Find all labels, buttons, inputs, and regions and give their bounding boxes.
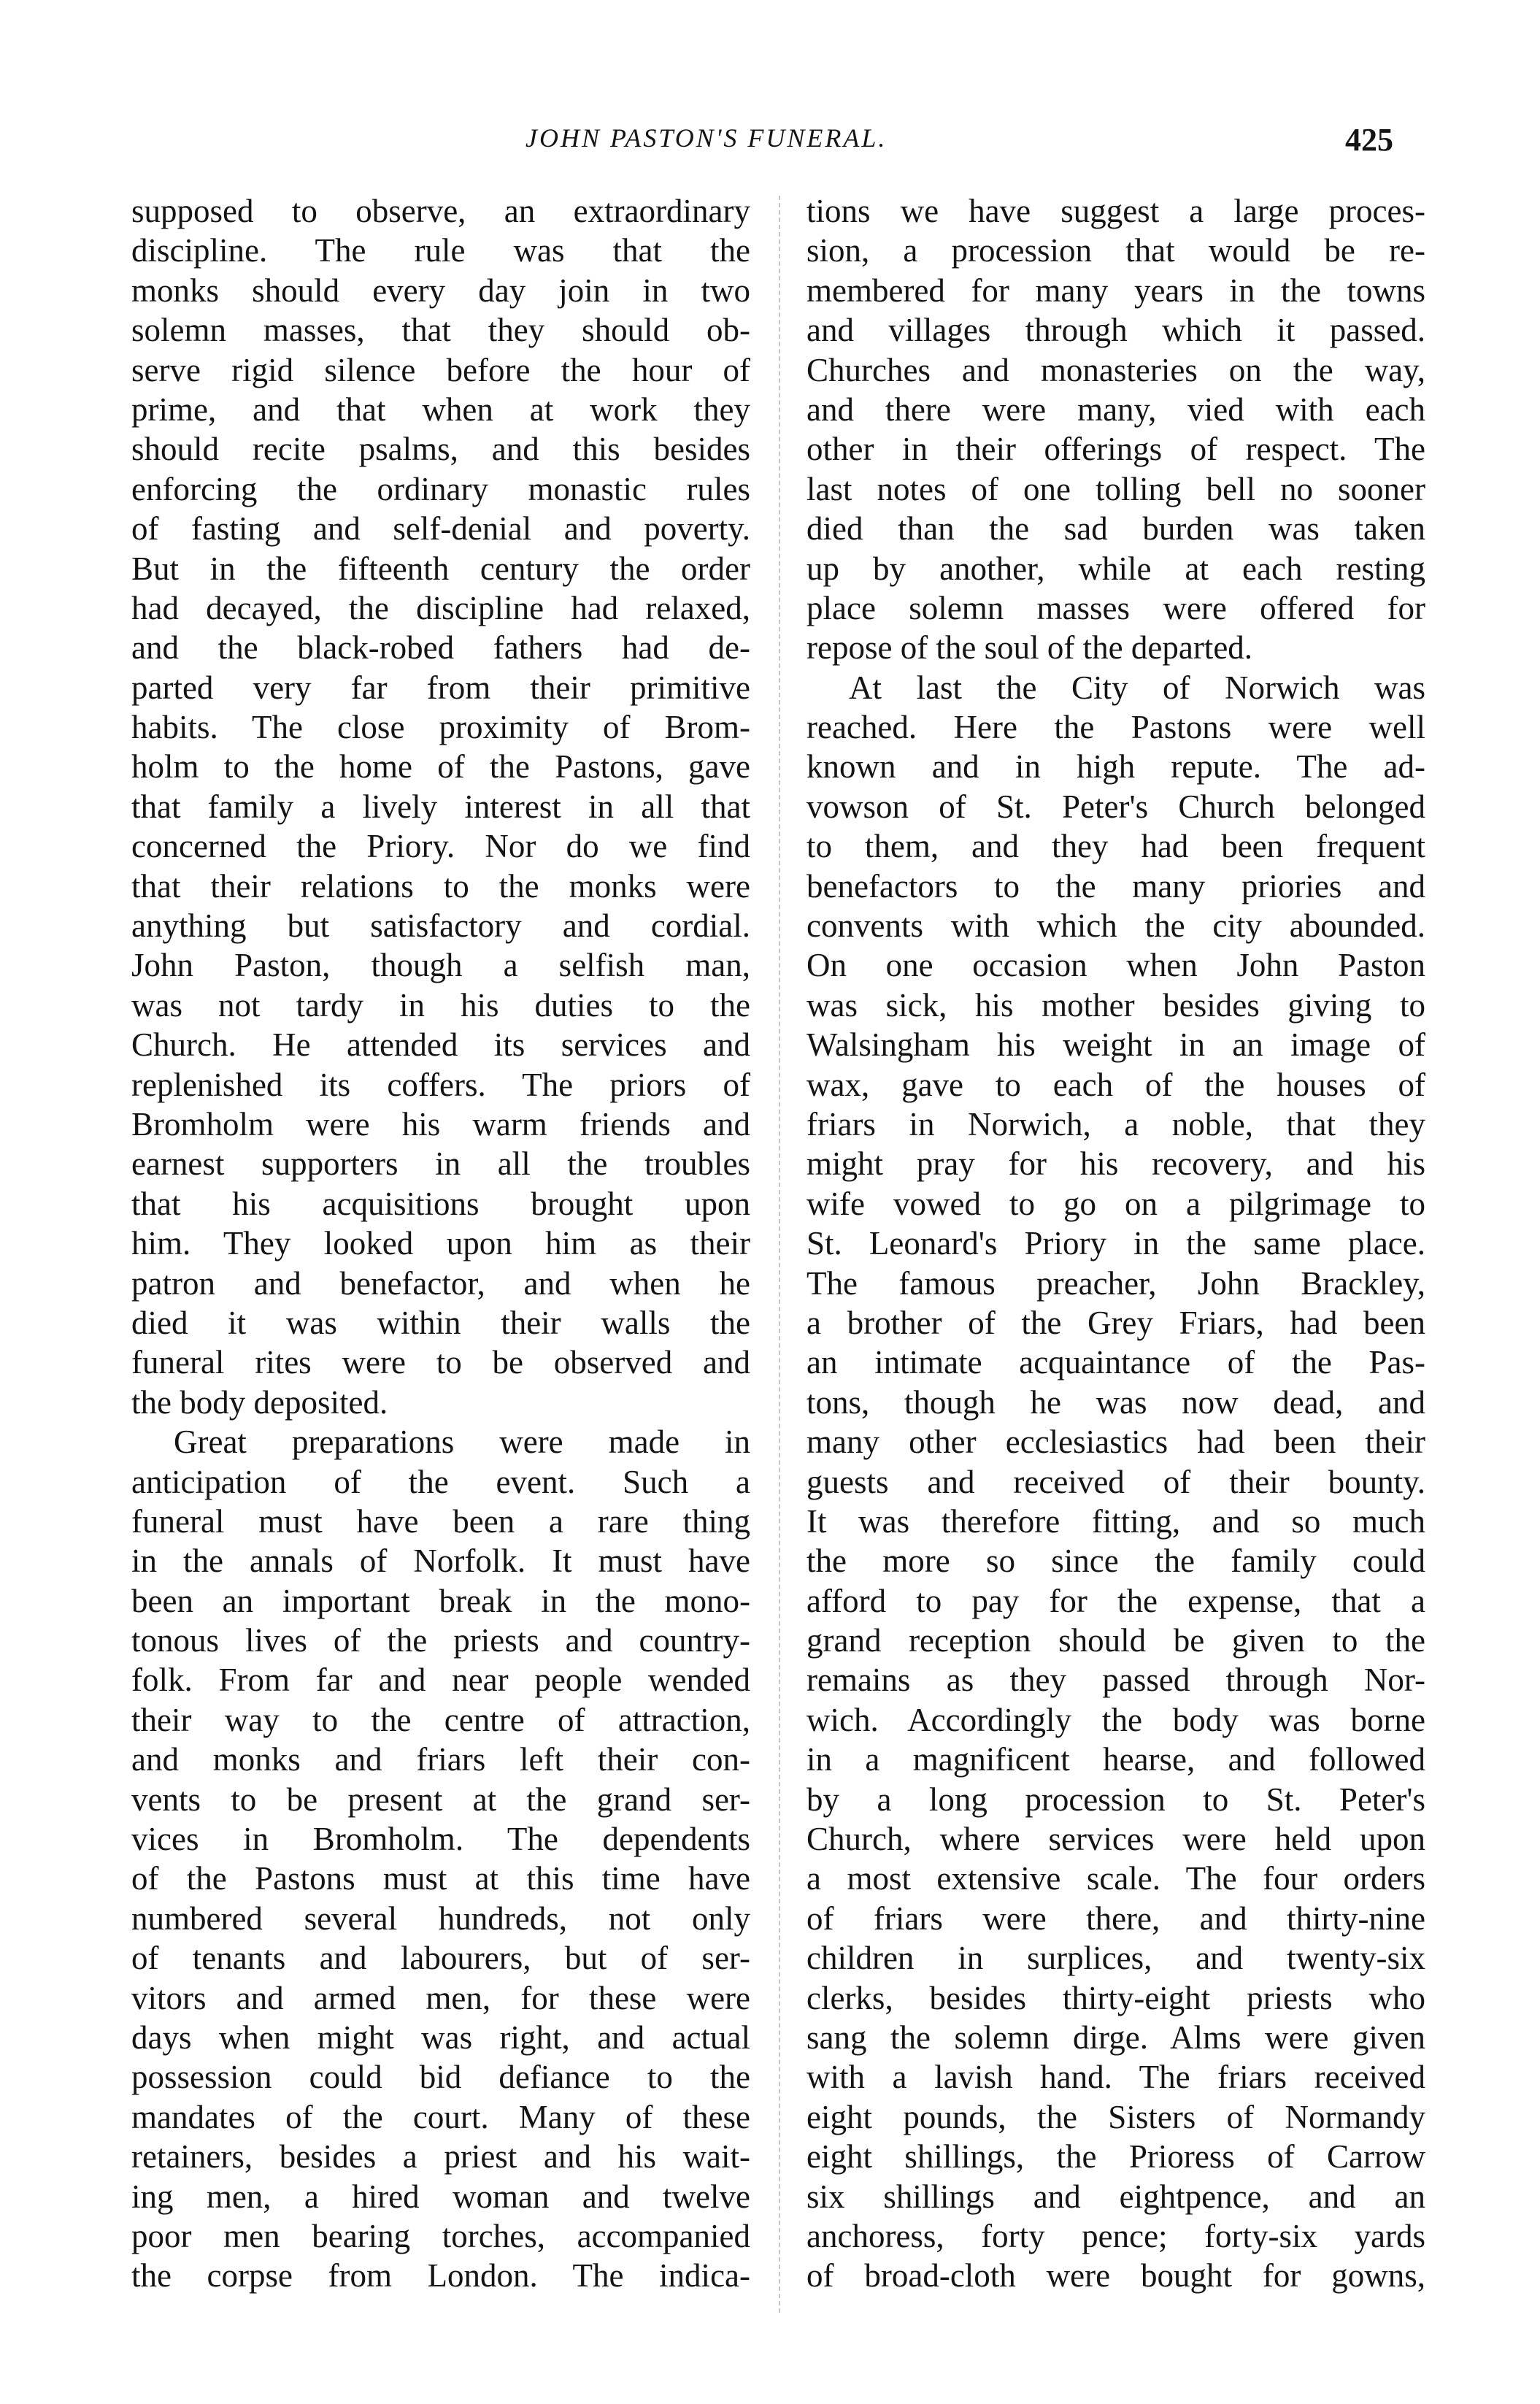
text-line: to them, and they had been frequent <box>806 828 1425 865</box>
page-number: 425 <box>1345 122 1393 158</box>
text-line: grand reception should be given to the <box>806 1622 1425 1659</box>
text-line: wich. Accordingly the body was borne <box>806 1701 1425 1738</box>
text-line: other in their offerings of respect. The <box>806 431 1425 468</box>
text-line: vowson of St. Peter's Church belonged <box>806 788 1425 825</box>
text-line: friars in Norwich, a noble, that they <box>806 1105 1425 1143</box>
text-line: Churches and monasteries on the way, <box>806 351 1425 388</box>
text-line: was sick, his mother besides giving to <box>806 986 1425 1024</box>
text-line: and monks and friars left their con- <box>131 1741 750 1778</box>
text-line: membered for many years in the towns <box>806 272 1425 309</box>
text-line: vices in Bromholm. The dependents <box>131 1821 750 1858</box>
text-line: that his acquisitions brought upon <box>131 1185 750 1222</box>
text-line: But in the fifteenth century the order <box>131 550 750 587</box>
text-line: been an important break in the mono- <box>131 1582 750 1619</box>
text-line: six shillings and eightpence, and an <box>806 2178 1425 2215</box>
text-line: with a lavish hand. The friars received <box>806 2059 1425 2096</box>
text-line: might pray for his recovery, and his <box>806 1145 1425 1183</box>
text-line: John Paston, though a selfish man, <box>131 947 750 984</box>
text-line: and the black-robed fathers had de- <box>131 629 750 667</box>
text-line: eight shillings, the Prioress of Carrow <box>806 2138 1425 2175</box>
text-line: a brother of the Grey Friars, had been <box>806 1304 1425 1341</box>
text-line: days when might was right, and actual <box>131 2019 750 2056</box>
text-line: Walsingham his weight in an image of <box>806 1026 1425 1064</box>
running-title: JOHN PASTON'S FUNERAL. <box>525 123 888 153</box>
text-line: prime, and that when at work they <box>131 391 750 428</box>
left-text-column <box>131 191 750 2296</box>
text-line: The famous preacher, John Brackley, <box>806 1264 1425 1302</box>
text-line: afford to pay for the expense, that a <box>806 1582 1425 1619</box>
text-line: Bromholm were his warm friends and <box>131 1105 750 1143</box>
text-line: habits. The close proximity of Brom- <box>131 709 750 746</box>
text-line: retainers, besides a priest and his wait- <box>131 2138 750 2175</box>
text-line: a most extensive scale. The four orders <box>806 1860 1425 1897</box>
text-line: clerks, besides thirty-eight priests who <box>806 1979 1425 2016</box>
text-line: known and in high repute. The ad- <box>806 748 1425 786</box>
paragraph-end-line: repose of the soul of the departed. <box>806 629 1253 667</box>
text-line: of friars were there, and thirty-nine <box>806 1900 1425 1937</box>
text-line: St. Leonard's Priory in the same place. <box>806 1225 1425 1262</box>
text-line: funeral must have been a rare thing <box>131 1502 750 1540</box>
text-line: of the Pastons must at this time have <box>131 1860 750 1897</box>
text-line: possession could bid defiance to the <box>131 2059 750 2096</box>
text-line: the corpse from London. The indica- <box>131 2257 750 2294</box>
text-line: that their relations to the monks were <box>131 867 750 905</box>
text-line: by a long procession to St. Peter's <box>806 1781 1425 1818</box>
text-line: sion, a procession that would be re- <box>806 232 1425 269</box>
text-line: that family a lively interest in all that <box>131 788 750 825</box>
text-line: holm to the home of the Pastons, gave <box>131 748 750 786</box>
text-line: sang the solemn dirge. Alms were given <box>806 2019 1425 2056</box>
text-line: folk. From far and near people wended <box>131 1662 750 1699</box>
text-line: many other ecclesiastics had been their <box>806 1424 1425 1461</box>
text-line: eight pounds, the Sisters of Normandy <box>806 2098 1425 2135</box>
text-line: numbered several hundreds, not only <box>131 1900 750 1937</box>
text-line: vitors and armed men, for these were <box>131 1979 750 2016</box>
text-line: On one occasion when John Paston <box>806 947 1425 984</box>
text-line: place solemn masses were offered for <box>806 589 1425 626</box>
text-line: their way to the centre of attraction, <box>131 1701 750 1738</box>
right-text-column <box>806 191 1425 2296</box>
text-line: supposed to observe, an extraordinary <box>131 193 750 229</box>
text-line: him. They looked upon him as their <box>131 1225 750 1262</box>
text-line: died it was within their walls the <box>131 1304 750 1341</box>
text-line: mandates of the court. Many of these <box>131 2098 750 2135</box>
text-line: vents to be present at the grand ser- <box>131 1781 750 1818</box>
text-line: died than the sad burden was taken <box>806 510 1425 548</box>
text-line: It was therefore fitting, and so much <box>806 1502 1425 1540</box>
text-line: solemn masses, that they should ob- <box>131 312 750 349</box>
running-header <box>0 123 1540 166</box>
text-line: monks should every day join in two <box>131 272 750 309</box>
text-line: convents with which the city abounded. <box>806 907 1425 945</box>
text-line: poor men bearing torches, accompanied <box>131 2217 750 2254</box>
text-line: was not tardy in his duties to the <box>131 986 750 1024</box>
text-line: discipline. The rule was that the <box>131 232 750 269</box>
text-line: of tenants and labourers, but of ser- <box>131 1940 750 1977</box>
text-line: Church, where services were held upon <box>806 1821 1425 1858</box>
text-line: serve rigid silence before the hour of <box>131 351 750 388</box>
text-line: concerned the Priory. Nor do we find <box>131 828 750 865</box>
text-line: replenished its coffers. The priors of <box>131 1066 750 1103</box>
text-line: tions we have suggest a large proces- <box>806 193 1425 229</box>
text-line: anticipation of the event. Such a <box>131 1463 750 1500</box>
text-line: parted very far from their primitive <box>131 669 750 706</box>
text-line: tons, though he was now dead, and <box>806 1383 1425 1421</box>
text-line: in a magnificent hearse, and followed <box>806 1741 1425 1778</box>
text-line: in the annals of Norfolk. It must have <box>131 1543 750 1580</box>
text-line: reached. Here the Pastons were well <box>806 709 1425 746</box>
text-line: earnest supporters in all the troubles <box>131 1145 750 1183</box>
text-line: wax, gave to each of the houses of <box>806 1066 1425 1103</box>
text-line: anchoress, forty pence; forty-six yards <box>806 2217 1425 2254</box>
text-line: wife vowed to go on a pilgrimage to <box>806 1185 1425 1222</box>
text-line: guests and received of their bounty. <box>806 1463 1425 1500</box>
text-line: had decayed, the discipline had relaxed, <box>131 589 750 626</box>
column-divider <box>779 196 780 2313</box>
text-line: benefactors to the many priories and <box>806 867 1425 905</box>
text-line: tonous lives of the priests and country- <box>131 1622 750 1659</box>
text-line: children in surplices, and twenty-six <box>806 1940 1425 1977</box>
text-line: the more so since the family could <box>806 1543 1425 1580</box>
text-line: of broad-cloth were bought for gowns, <box>806 2257 1425 2294</box>
text-line: an intimate acquaintance of the Pas- <box>806 1344 1425 1381</box>
text-line: funeral rites were to be observed and <box>131 1344 750 1381</box>
text-line: of fasting and self-denial and poverty. <box>131 510 750 548</box>
text-line: patron and benefactor, and when he <box>131 1264 750 1302</box>
text-line: remains as they passed through Nor- <box>806 1662 1425 1699</box>
text-line: should recite psalms, and this besides <box>131 431 750 468</box>
text-line: ing men, a hired woman and twelve <box>131 2178 750 2215</box>
text-line: enforcing the ordinary monastic rules <box>131 470 750 507</box>
text-line: and there were many, vied with each <box>806 391 1425 428</box>
text-line: and villages through which it passed. <box>806 312 1425 349</box>
paragraph-end-line: the body deposited. <box>131 1383 388 1421</box>
text-line: last notes of one tolling bell no sooner <box>806 470 1425 507</box>
paragraph-first-line: Great preparations were made in <box>174 1424 750 1461</box>
paragraph-first-line: At last the City of Norwich was <box>849 669 1425 706</box>
text-line: up by another, while at each resting <box>806 550 1425 587</box>
text-line: Church. He attended its services and <box>131 1026 750 1064</box>
text-line: anything but satisfactory and cordial. <box>131 907 750 945</box>
